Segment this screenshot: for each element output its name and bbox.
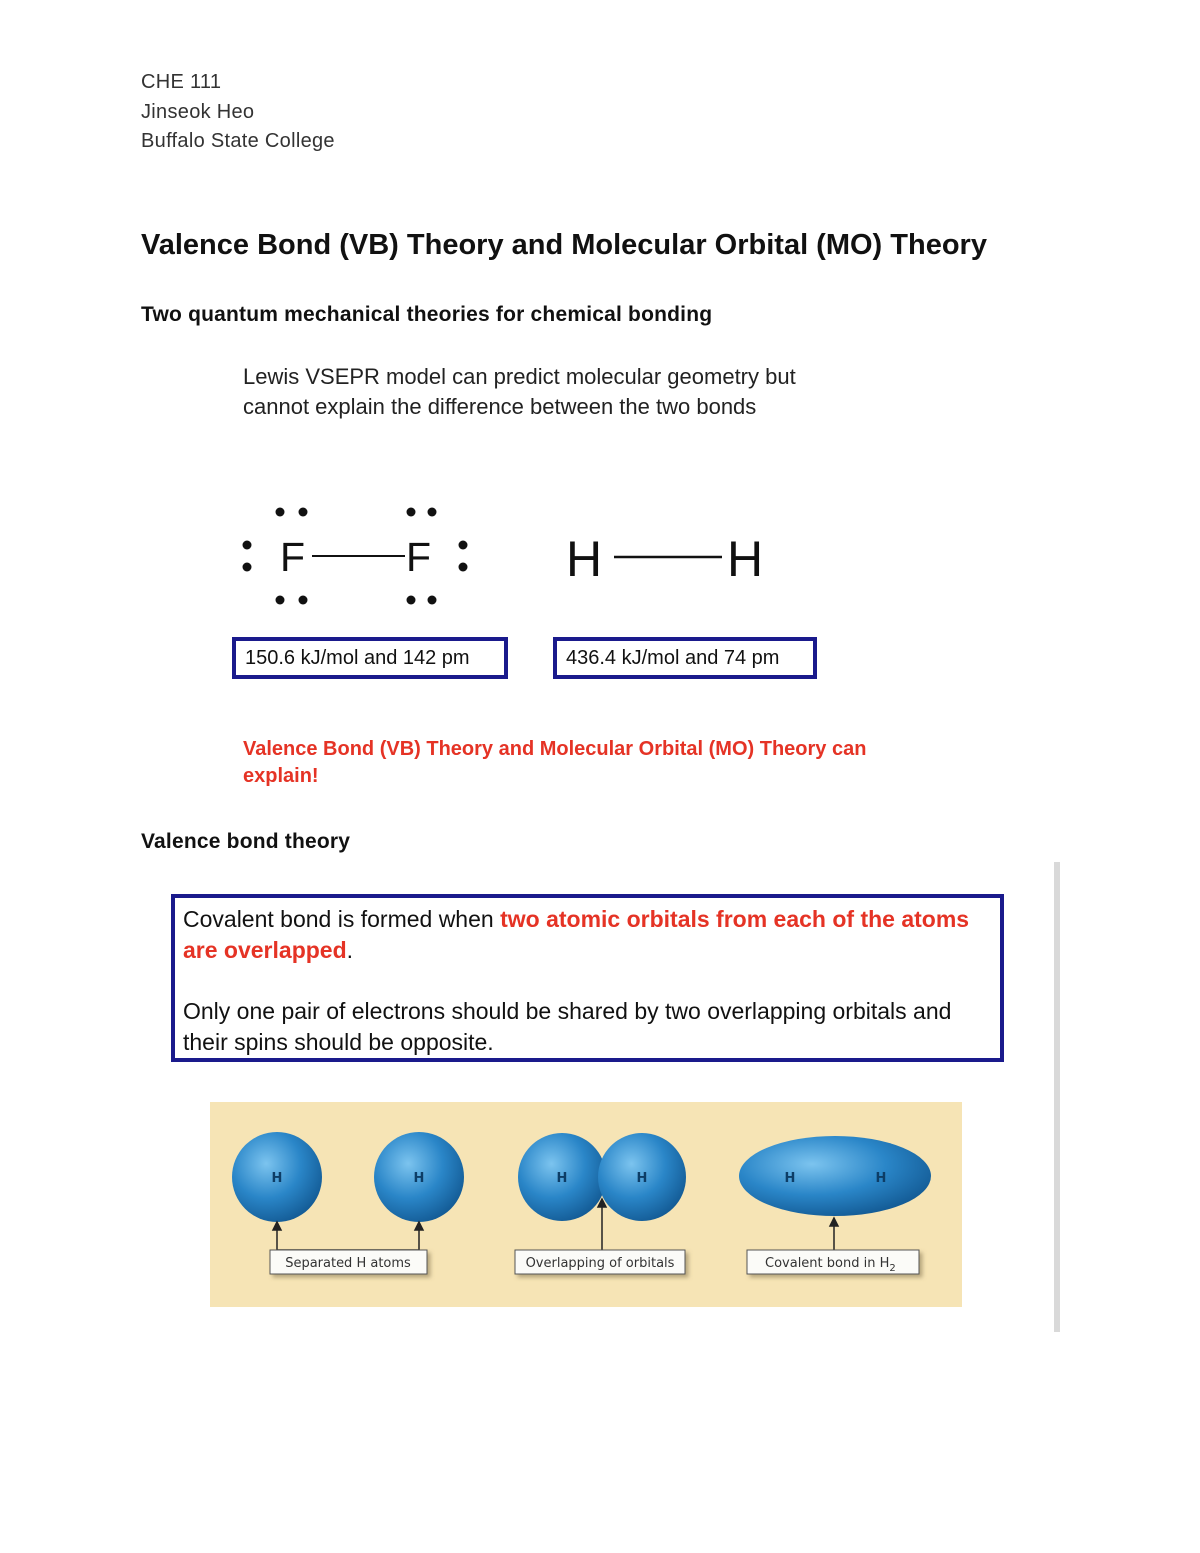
h-label-1: H	[271, 1171, 283, 1186]
f2-left-atom: F	[280, 534, 306, 580]
h-label-4: H	[636, 1171, 648, 1186]
vertical-scrollbar[interactable]	[1054, 862, 1060, 1332]
institution-name: Buffalo State College	[141, 130, 335, 152]
f2-energy-box: 150.6 kJ/mol and 142 pm	[232, 637, 508, 679]
f2-lewis-svg	[230, 495, 490, 615]
vb-definition-line	[183, 904, 992, 966]
f2-right-atom: F	[406, 534, 432, 580]
h-label-3: H	[556, 1171, 568, 1186]
label-covalent-subscript: 2	[889, 1263, 896, 1274]
vb-electron-pair-line: Only one pair of electrons should be shared by two overlapping orbitals and their spins should be opposite.	[183, 998, 952, 1055]
vb-line1-highlight: two atomic orbitals from each of the atoms are overlapped	[183, 906, 970, 963]
vb-definition-box	[171, 894, 1004, 1062]
section-subtitle: Two quantum mechanical theories for chemical bonding	[141, 303, 713, 326]
orbital-overlap-figure	[210, 1102, 962, 1307]
h2-left-atom: H	[566, 531, 603, 587]
page-title: Valence Bond (VB) Theory and Molecular Orbital (MO) Theory	[141, 229, 987, 261]
h-label-2: H	[413, 1171, 425, 1186]
vb-line1-end: .	[346, 937, 354, 963]
vb-heading: Valence bond theory	[141, 830, 351, 853]
f2-lewis-structure	[230, 495, 490, 615]
h2-energy-box: 436.4 kJ/mol and 74 pm	[553, 637, 817, 679]
h2-structure	[560, 525, 780, 595]
label-separated-atoms: Separated H atoms	[285, 1256, 411, 1271]
theories-explain-text: Valence Bond (VB) Theory and Molecular Orbital (MO) Theory can explain!	[243, 738, 867, 787]
h-label-5: H	[784, 1171, 796, 1186]
label-overlapping-orbitals: Overlapping of orbitals	[525, 1256, 675, 1271]
label-covalent-main: Covalent bond in H	[765, 1256, 890, 1271]
h2-right-atom: H	[727, 531, 764, 587]
author-name: Jinseok Heo	[141, 101, 255, 123]
h-label-6: H	[875, 1171, 887, 1186]
covalent-bond-ellipse	[739, 1136, 931, 1216]
vb-line1-plain: Covalent bond is formed when	[183, 906, 501, 932]
course-code: CHE 111	[141, 71, 222, 93]
h2-structure-svg	[560, 525, 780, 595]
orbital-figure-svg	[210, 1102, 962, 1307]
vsepr-intro-text: Lewis VSEPR model can predict molecular geometry but cannot explain the difference between the two bonds	[243, 364, 796, 419]
